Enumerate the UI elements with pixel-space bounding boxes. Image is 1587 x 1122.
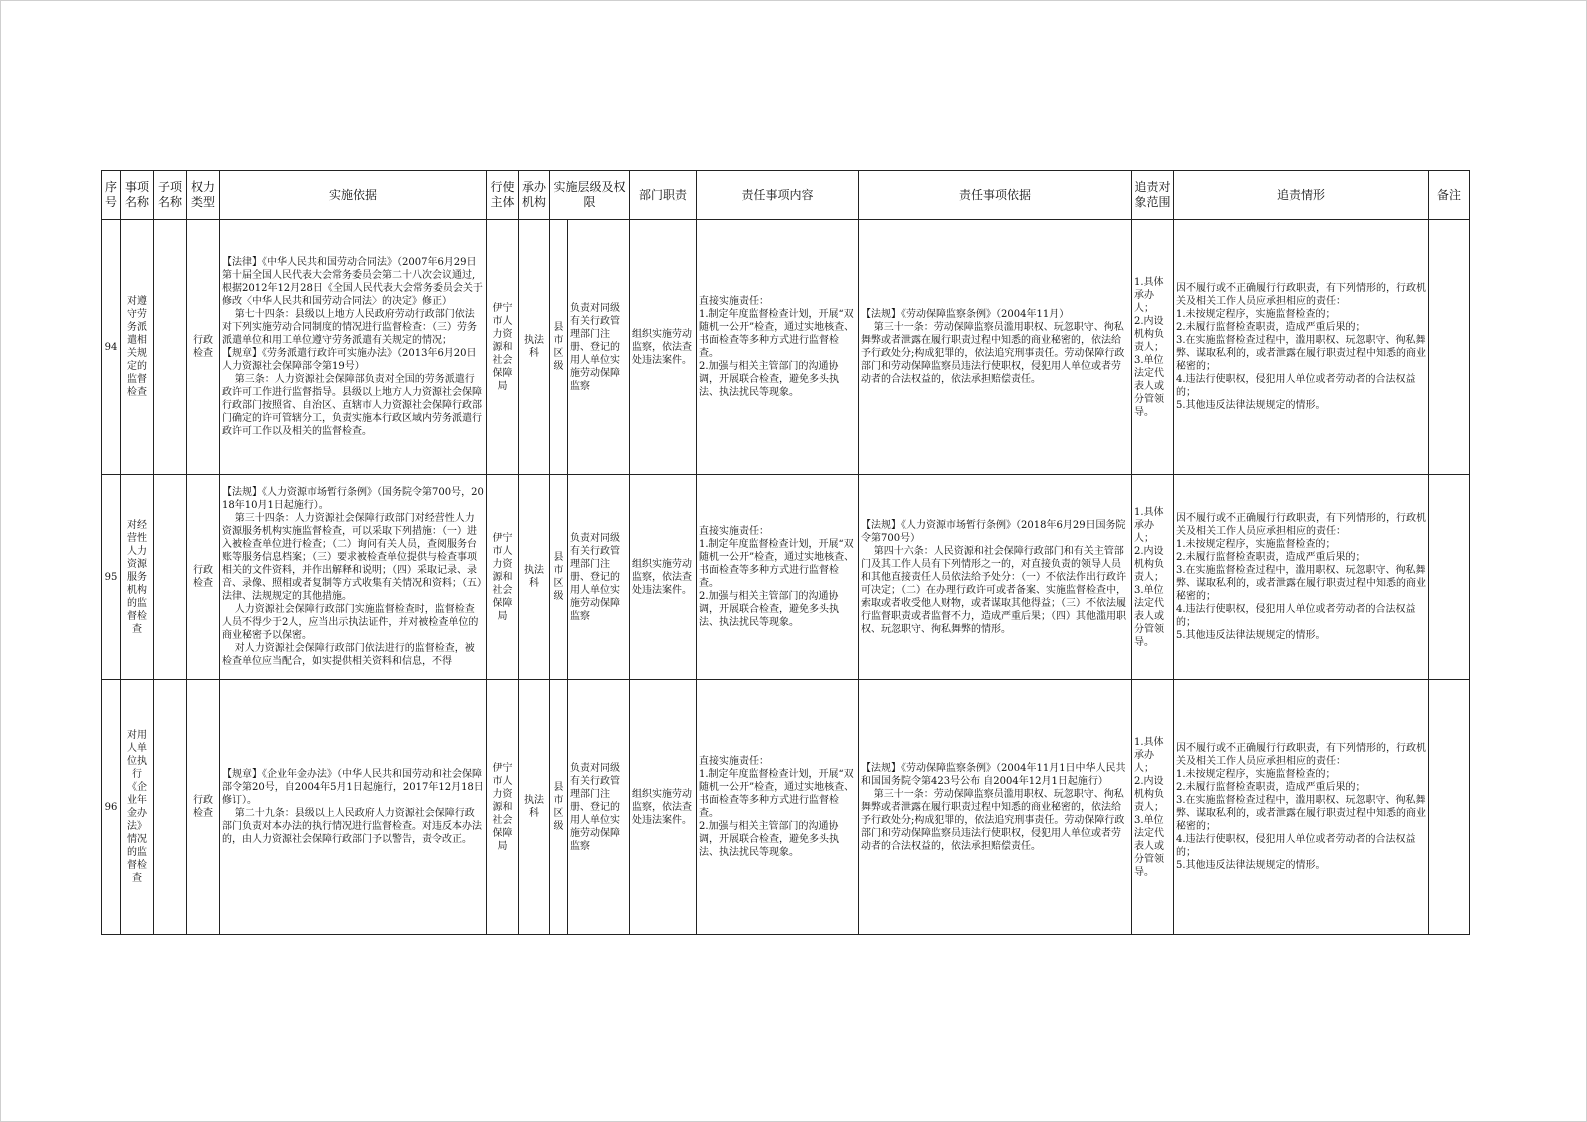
- basis-text: 【法律】《中华人民共和国劳动合同法》（2007年6月29日第十届全国人民代表大会常务委员会第二十八次会议通过,根据2012年12月28日《全国人民代表大会常务委员会关于修改〈中华人民共和国劳动合同法〉的决定》修正） 第七十四条：县级以上地方人民政府劳动行政部门依法对下列实施劳动合同制度的情况进行监督检查：（三）劳务派遣单位和用工单位遵守劳务派遣有关规定的情况； 【规章】《劳务派遣行政许可实施办法》（2013年6月20日人力资源社会保障部令第19号） 第三条：人力资源社会保障部负责对全国的劳务派遣行政许可工作进行监督指导。县级以上地方人力资源社会保障行政部门按照省、自治区、直辖市人力资源社会保障行政部门确定的许可管辖分工，负责实施本行政区域内劳务派遣行政许可工作以及相关的监督检查。: [222, 257, 483, 437]
- cell-basis: [220, 680, 487, 935]
- header-resp-basis: 责任事项依据: [859, 171, 1132, 220]
- power-list-table: [101, 170, 1470, 935]
- cell-authority: 负责对同级有关行政管理部门注册、登记的用人单位实施劳动保障监察: [568, 680, 630, 935]
- cell-agency: 执法科: [519, 680, 550, 935]
- cell-item-name: 对用人单位执行《企业年金办法》情况的监督检查: [121, 680, 154, 935]
- cell-item-name: 对遵守劳务派遣相关规定的监督检查: [121, 220, 154, 475]
- table-row: [102, 220, 1470, 475]
- cell-authority: 负责对同级有关行政管理部门注册、登记的用人单位实施劳动保障监察: [568, 220, 630, 475]
- cell-situations: 因不履行或不正确履行行政职责，有下列情形的，行政机关及相关工作人员应承担相应的责任： 1.未按规定程序，实施监督检查的； 2.未履行监督检查职责，造成严重后果的； 3.在实施监督检查过程中，滥用职权、玩忽职守、徇私舞弊、谋取私利的，或者泄露在履行职责过程中知悉的商业秘密的； 4.违法行使职权，侵犯用人单位或者劳动者的合法权益的； 5.其他违反法律法规规定的情形。: [1174, 475, 1429, 680]
- cell-no: 95: [102, 475, 121, 680]
- header-sub-name: 子项名称: [154, 171, 187, 220]
- basis-text: 【规章】《企业年金办法》（中华人民共和国劳动和社会保障部令第20号，自2004年5月1日起施行，2017年12月18日修订）。 第二十九条：县级以上人民政府人力资源社会保障行政部门负责对本办法的执行情况进行监督检查。对违反本办法的，由人力资源社会保障行政部门予以警告，责令改正。: [222, 769, 484, 845]
- header-remark: 备注: [1429, 171, 1470, 220]
- cell-remark: [1429, 680, 1470, 935]
- cell-content: 直接实施责任： 1.制定年度监督检查计划，开展“双随机一公开”检查，通过实地核查、书面检查等多种方式进行监督检查。 2.加强与相关主管部门的沟通协调，开展联合检查，避免多头执法、执法扰民等现象。: [697, 220, 859, 475]
- cell-situations: 因不履行或不正确履行行政职责，有下列情形的，行政机关及相关工作人员应承担相应的责任： 1.未按规定程序，实施监督检查的； 2.未履行监督检查职责，造成严重后果的； 3.在实施监督检查过程中，滥用职权、玩忽职守、徇私舞弊、谋取私利的，或者泄露在履行职责过程中知悉的商业秘密的； 4.违法行使职权，侵犯用人单位或者劳动者的合法权益的； 5.其他违反法律法规规定的情形。: [1174, 220, 1429, 475]
- header-agency: 承办机构: [519, 171, 550, 220]
- table-row: [102, 680, 1470, 935]
- cell-no: 96: [102, 680, 121, 935]
- header-subject: 行使主体: [487, 171, 519, 220]
- cell-duty: 组织实施劳动监察，依法查处违法案件。: [630, 220, 697, 475]
- table-row: [102, 475, 1470, 680]
- basis-text: 【法规】《人力资源市场暂行条例》（国务院令第700号，2018年10月1日起施行）。 第三十四条：人力资源社会保障行政部门对经营性人力资源服务机构实施监督检查，可以采取下列措施：（一）进入被检查单位进行检查；（二）询问有关人员，查阅服务台账等服务信息档案；（三）要求被检查单位提供与检查事项相关的文件资料，并作出解释和说明；（四）采取记录、录音、录像、照相或者复制等方式收集有关情况和资料；（五）法律、法规规定的其他措施。 人力资源社会保障行政部门实施监督检查时，监督检查人员不得少于2人，应当出示执法证件，并对被检查单位的商业秘密予以保密。 对人力资源社会保障行政部门依法进行的监督检查，被检查单位应当配合，如实提供相关资料和信息，不得: [222, 487, 484, 667]
- header-item-name: 事项名称: [121, 171, 154, 220]
- header-power-type: 权力类型: [187, 171, 220, 220]
- cell-subject: 伊宁市人力资源和社会保障局: [487, 475, 519, 680]
- cell-subject: 伊宁市人力资源和社会保障局: [487, 680, 519, 935]
- cell-no: 94: [102, 220, 121, 475]
- header-basis: 实施依据: [220, 171, 487, 220]
- cell-power-type: 行政检查: [187, 680, 220, 935]
- cell-duty: 组织实施劳动监察，依法查处违法案件。: [630, 475, 697, 680]
- header-no: 序号: [102, 171, 121, 220]
- cell-scope: 1.具体承办人； 2.内设机构负责人； 3.单位法定代表人或分管领导。: [1132, 220, 1174, 475]
- cell-resp-basis: 【法规】《人力资源市场暂行条例》（2018年6月29日国务院令第700号） 第四十六条：人民资源和社会保障行政部门和有关主管部门及其工作人员有下列情形之一的，对直接负责的领导人员和其他直接责任人员依法给予处分：（一）不依法作出行政许可决定；（二）在办理行政许可或者备案、实施监督检查中，索取或者收受他人财物，或者谋取其他得益；（三）不依法履行监督职责或者监督不力，造成严重后果；（四）其他滥用职权、玩忽职守、徇私舞弊的情形。: [859, 475, 1132, 680]
- cell-power-type: 行政检查: [187, 475, 220, 680]
- cell-item-name: 对经营性人力资源服务机构的监督检查: [121, 475, 154, 680]
- cell-sub-name: [154, 475, 187, 680]
- cell-authority: 负责对同级有关行政管理部门注册、登记的用人单位实施劳动保障监察: [568, 475, 630, 680]
- cell-sub-name: [154, 220, 187, 475]
- header-scope: 追责对象范围: [1132, 171, 1174, 220]
- cell-remark: [1429, 475, 1470, 680]
- cell-basis: [220, 220, 487, 475]
- cell-remark: [1429, 220, 1470, 475]
- cell-agency: 执法科: [519, 475, 550, 680]
- header-level-authority: 实施层级及权限: [550, 171, 630, 220]
- cell-scope: 1.具体承办人； 2.内设机构负责人； 3.单位法定代表人或分管领导。: [1132, 475, 1174, 680]
- header-content: 责任事项内容: [697, 171, 859, 220]
- cell-situations: 因不履行或不正确履行行政职责，有下列情形的，行政机关及相关工作人员应承担相应的责任： 1.未按规定程序，实施监督检查的； 2.未履行监督检查职责，造成严重后果的； 3.在实施监督检查过程中，滥用职权、玩忽职守、徇私舞弊、谋取私利的，或者泄露在履行职责过程中知悉的商业秘密的； 4.违法行使职权，侵犯用人单位或者劳动者的合法权益的； 5.其他违反法律法规规定的情形。: [1174, 680, 1429, 935]
- header-situations: 追责情形: [1174, 171, 1429, 220]
- cell-level: 县市区级: [550, 680, 568, 935]
- cell-subject: 伊宁市人力资源和社会保障局: [487, 220, 519, 475]
- cell-content: 直接实施责任： 1.制定年度监督检查计划，开展“双随机一公开”检查，通过实地核查、书面检查等多种方式进行监督检查。 2.加强与相关主管部门的沟通协调，开展联合检查，避免多头执法、执法扰民等现象。: [697, 680, 859, 935]
- cell-level: 县市区级: [550, 475, 568, 680]
- cell-level: 县市区级: [550, 220, 568, 475]
- cell-resp-basis: 【法规】《劳动保障监察条例》（2004年11月1日中华人民共和国国务院令第423号公布 自2004年12月1日起施行） 第三十一条：劳动保障监察员滥用职权、玩忽职守、徇私舞弊或者泄露在履行职责过程中知悉的商业秘密的，依法给予行政处分;构成犯罪的，依法追究刑事责任。劳动保障行政部门和劳动保障监察员违法行使职权，侵犯用人单位或者劳动者的合法权益的，依法承担赔偿责任。: [859, 680, 1132, 935]
- header-row: [102, 171, 1470, 220]
- cell-basis: [220, 475, 487, 680]
- cell-duty: 组织实施劳动监察，依法查处违法案件。: [630, 680, 697, 935]
- cell-sub-name: [154, 680, 187, 935]
- cell-power-type: 行政检查: [187, 220, 220, 475]
- cell-resp-basis: 【法规】《劳动保障监察条例》（2004年11月） 第三十一条：劳动保障监察员滥用职权、玩忽职守、徇私舞弊或者泄露在履行职责过程中知悉的商业秘密的，依法给予行政处分;构成犯罪的，依法追究刑事责任。劳动保障行政部门和劳动保障监察员违法行使职权，侵犯用人单位或者劳动者的合法权益的，依法承担赔偿责任。: [859, 220, 1132, 475]
- cell-content: 直接实施责任： 1.制定年度监督检查计划，开展“双随机一公开”检查，通过实地核查、书面检查等多种方式进行监督检查。 2.加强与相关主管部门的沟通协调，开展联合检查，避免多头执法、执法扰民等现象。: [697, 475, 859, 680]
- cell-agency: 执法科: [519, 220, 550, 475]
- header-duty: 部门职责: [630, 171, 697, 220]
- cell-scope: 1.具体承办人； 2.内设机构负责人； 3.单位法定代表人或分管领导。: [1132, 680, 1174, 935]
